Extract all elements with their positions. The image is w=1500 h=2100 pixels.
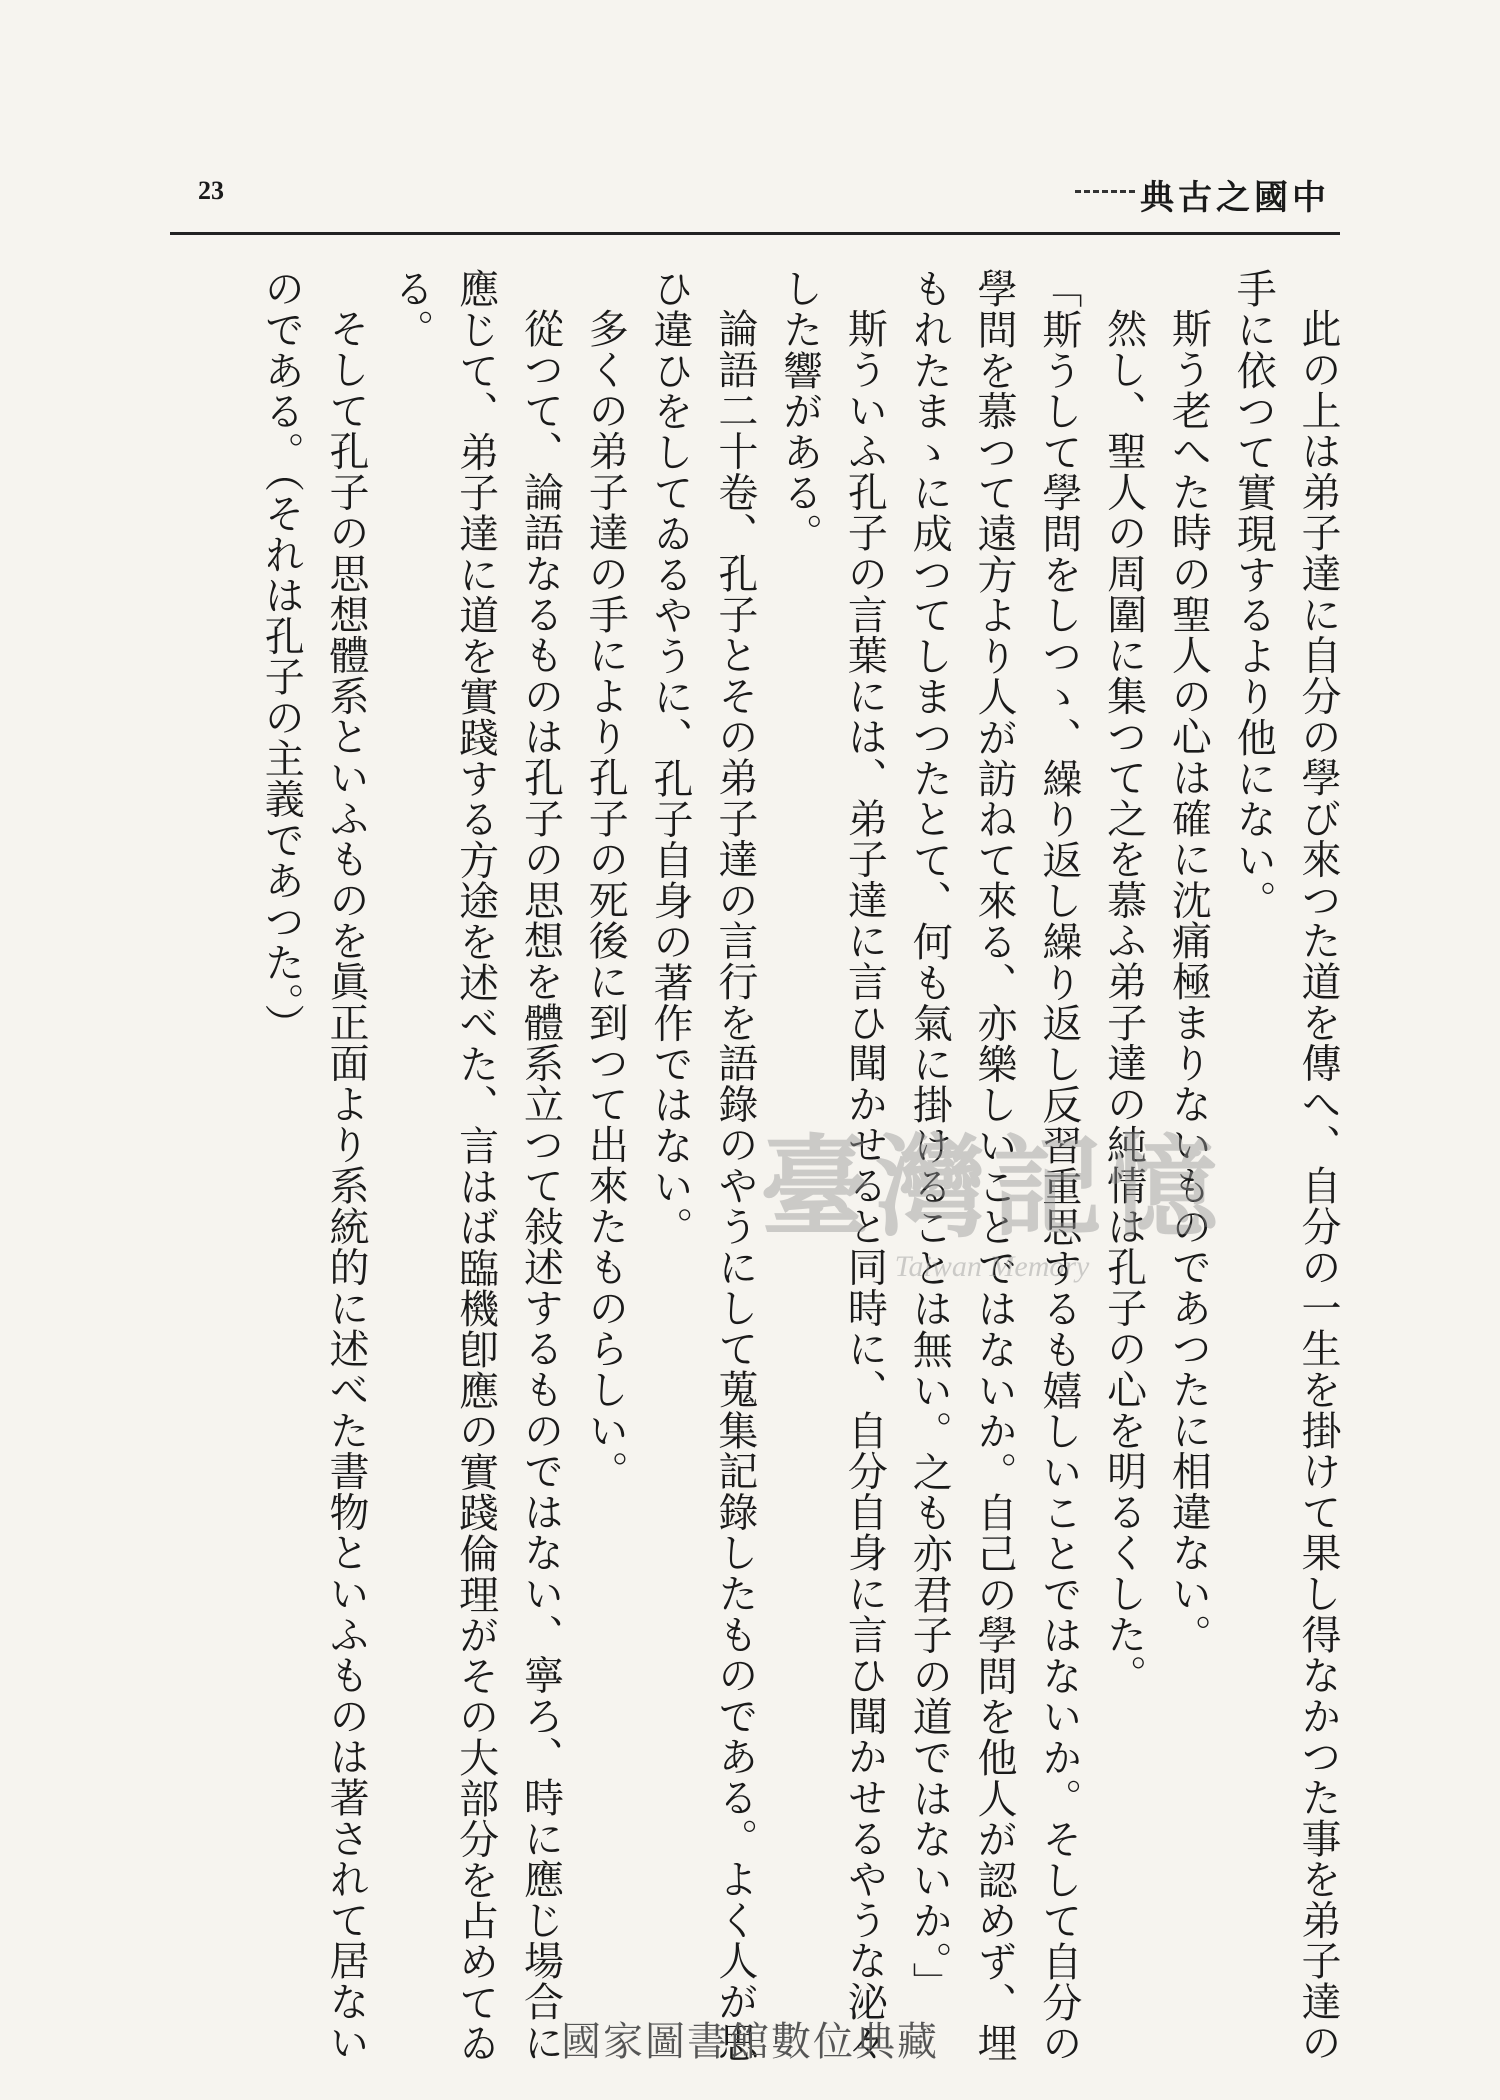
running-header-title: 典古之國中 [1140,178,1330,218]
vertical-body-text [160,268,1350,2068]
paragraph: 從つて、論語なるものは孔子の思想を體系立つて敍述するものではない、寧ろ、時に應じ場合に應じて、弟子達に道を實踐する方途を述べた、言はば臨機卽應の實踐倫理がその大部分を占めてゐる。 [387,268,564,2064]
footer-archive-label: 國家圖書館數位典藏 [561,2019,939,2065]
paragraph: 多くの弟子達の手により孔子の死後に到つて出來たものらしい。 [582,308,629,1492]
header-dash-divider [1075,190,1135,193]
page-number: 23 [198,176,224,205]
paragraph: 然し、聖人の周圍に集つて之を慕ふ弟子達の純情は孔子の心を明るくした。 [1100,308,1147,1696]
paragraph: 斯う老へた時の聖人の心は確に沈痛極まりないものであつたに相違ない。 [1165,308,1212,1655]
watermark-chinese-text: 臺灣記憶 [760,1123,1224,1252]
paragraph: そして孔子の思想體系といふものを眞正面より系統的に述べた書物といふものは著されて居ないのである。（それは孔子の主義であつた。） [258,268,370,2063]
paragraph: 論語二十卷、孔子とその弟子達の言行を語錄のやうにして蒐集記錄したものである。よく人が思ひ違ひをしてゐるやうに、孔子自身の著作ではない。 [647,268,758,2063]
paragraph: 斯ういふ孔子の言葉には、弟子達に言ひ聞かせると同時に、自分自身に言ひ聞かせるやうな泌々した響がある。 [776,268,888,2063]
paragraph: 此の上は弟子達に自分の學び來つた道を傳へ、自分の一生を掛けて果し得なかつた事を弟子達の手に依つて實現するより他にない。 [1230,268,1341,2063]
watermark-english-text: Taiwan Memory [894,1250,1090,1283]
paragraph-quote: 「斯うして學問をしつゝ、繰り返し繰り返し反習重思するも嬉しいことではないか。そして自分の學問を慕つて遠方より人が訪ねて來る、亦樂しいことではないか。自己の學問を他人が認めず、埋もれたまゝに成つてしまつたとて、何も氣に掛けることは無い。之も亦君子の道ではないか。」 [906,268,1082,2064]
header-rule [170,232,1340,235]
